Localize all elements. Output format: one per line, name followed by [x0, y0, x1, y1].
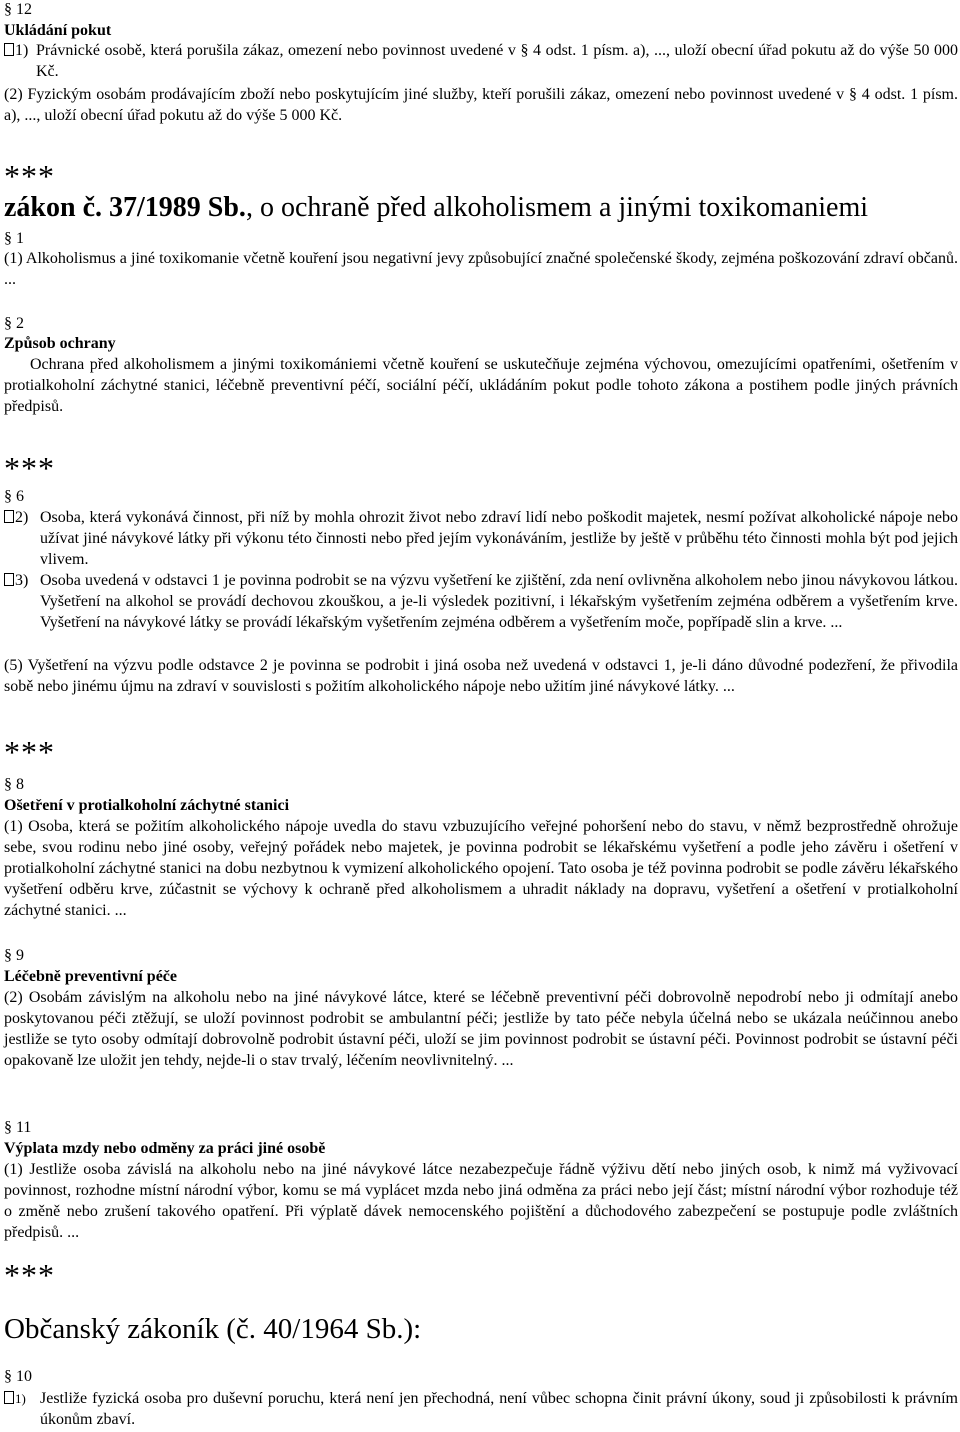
- item-marker: 1): [4, 1388, 26, 1409]
- section-marker: § 9: [4, 947, 24, 964]
- paragraph: (2) Osobám závislým na alkoholu nebo na jiné návykové látce, které se léčebně preventivní péči dobrovolně nepodrobí nebo ji odmítají anebo poskytovanou péči ztěžují, se uloží povinnost podrobit se ambulantní péči; jestliže by tato péče nebyla účelná nebo se ukázala neúčinnou anebo jestliže se tyto osoby odmítají dobrovolně podrobit ústavní péči, uloží se jim povinnost podrobit se ústavní péči. Povinnost podrobit se ústavní péči opakovaně lze uložit jen tehdy, nejde-li o stav trvalý, léčením neovlivnitelný. ...: [4, 989, 958, 1069]
- section-heading: Ošetření v protialkoholní záchytné stanici: [4, 797, 290, 814]
- section-marker: § 12: [4, 1, 32, 18]
- section-marker: § 6: [4, 488, 24, 505]
- separator-stars: ***: [4, 1257, 55, 1293]
- section-heading: Způsob ochrany: [4, 335, 116, 352]
- item-marker: 3): [4, 570, 28, 591]
- section-marker: § 2: [4, 315, 24, 332]
- missing-glyph-icon: [4, 573, 14, 586]
- paragraph-item: [4, 570, 958, 633]
- item-text: Právnické osobě, která porušila zákaz, omezení nebo povinnost uvedené v § 4 odst. 1 písm. a), ..., uloží obecní úřad pokutu až do výše 50 000 Kč.: [36, 42, 958, 80]
- paragraph-item: [4, 507, 958, 570]
- paragraph: (2) Fyzickým osobám prodávajícím zboží nebo poskytujícím jiné služby, kteří porušili zákaz, omezení nebo povinnost uvedené v § 4 odst. 1 písm. a), ..., uloží obecní úřad pokutu až do výše 5 000 Kč.: [4, 86, 958, 124]
- section-marker: § 8: [4, 776, 24, 793]
- paragraph: (1) Alkoholismus a jiné toxikomanie včetně kouření jsou negativní jevy způsobující značné společenské škody, zejména poškozování zdraví občanů. ...: [4, 250, 958, 288]
- separator-stars: ***: [4, 734, 55, 770]
- item-marker: 2): [4, 507, 28, 528]
- missing-glyph-icon: [4, 1391, 14, 1404]
- section-heading: Výplata mzdy nebo odměny za práci jiné osobě: [4, 1140, 326, 1157]
- section-marker: § 11: [4, 1119, 32, 1136]
- separator-stars: ***: [4, 450, 55, 486]
- law-title: zákon č. 37/1989 Sb., o ochraně před alkoholismem a jinými toxikomaniemi: [4, 192, 869, 223]
- paragraph: (5) Vyšetření na výzvu podle odstavce 2 je povinna se podrobit i jiná osoba než uvedená v odstavci 1, je-li dáno důvodné podezření, že přivodila sobě nebo jinému újmu na zdraví v souvislosti s požitím alkoholického nápoje nebo užitím jiné návykové látky. ...: [4, 657, 958, 695]
- separator-stars: ***: [4, 158, 55, 194]
- paragraph-item: [4, 40, 958, 82]
- section-marker: § 1: [4, 230, 24, 247]
- missing-glyph-icon: [4, 43, 14, 56]
- paragraph: Ochrana před alkoholismem a jinými toxikomániemi včetně kouření se uskutečňuje zejména výchovou, omezujícími opatřeními, ošetřením v protialkoholní záchytné stanici, léčebně preventivní péčí, sociální péčí, ukládáním pokut podle tohoto zákona a postihem podle jiných právních předpisů.: [4, 356, 958, 415]
- item-text: Osoba uvedená v odstavci 1 je povinna podrobit se na výzvu vyšetření ke zjištění, zda není ovlivněna alkoholem nebo jinou návykovou látkou. Vyšetření na alkohol se provádí dechovou zkouškou, a je-li výsledek pozitivní, i lékařským vyšetřením zejména odběrem a vyšetřením krve. Vyšetření na návykové látky se provádí lékařským vyšetřením zejména odběrem a vyšetřením moče, popřípadě slin a krve. ...: [40, 572, 958, 631]
- paragraph: (1) Osoba, která se požitím alkoholického nápoje uvedla do stavu vzbuzujícího veřejné pohoršení nebo do stavu, v němž bezprostředně ohrožuje sebe, svou rodinu nebo jiné osoby, veřejný pořádek nebo majetek, je povinna podrobit se lékařskému vyšetření a podle jeho závěru i ošetření v protialkoholní záchytné stanici na dobu nezbytnou k vymizení alkoholického opojení. Tato osoba je též povinna podrobit se podle závěru lékařského vyšetření odběru krve, zúčastnit se výchovy k ochraně před alkoholismem a uhradit náklady na dopravu, vyšetření a ošetření v protialkoholní záchytné stanici. ...: [4, 818, 958, 919]
- section-heading: Ukládání pokut: [4, 22, 112, 39]
- section-marker: § 10: [4, 1368, 32, 1385]
- missing-glyph-icon: [4, 510, 14, 523]
- code-title: Občanský zákoník (č. 40/1964 Sb.):: [4, 1313, 422, 1345]
- item-text: Osoba, která vykonává činnost, při níž by mohla ohrozit život nebo zdraví lidí nebo poškodit majetek, nesmí požívat alkoholické nápoje nebo užívat jiné návykové látky při výkonu této činnosti nebo před jejím vykonáváním, jestliže by ještě v průběhu této činnosti mohla být pod jejich vlivem.: [40, 509, 958, 568]
- item-marker: 1): [4, 40, 28, 61]
- section-heading: Léčebně preventivní péče: [4, 968, 178, 985]
- paragraph: (1) Jestliže osoba závislá na alkoholu nebo na jiné návykové látce nezabezpečuje řádně výživu dětí nebo jiných osob, k nimž má vyživovací povinnost, rozhodne místní národní výbor, komu se má vyplácet mzda nebo jiná odměna za práci nebo její část; místní národní výbor rozhoduje též o změně nebo zrušení takového opatření. Při výplatě dávek nemocenského pojištění a důchodového zabezpečení se postupuje podle zvláštních předpisů. ...: [4, 1161, 958, 1241]
- paragraph-item: [4, 1388, 958, 1430]
- item-text: Jestliže fyzická osoba pro duševní poruchu, která není jen přechodná, není vůbec schopna činit právní úkony, soud ji způsobilosti k právním úkonům zbaví.: [40, 1390, 958, 1428]
